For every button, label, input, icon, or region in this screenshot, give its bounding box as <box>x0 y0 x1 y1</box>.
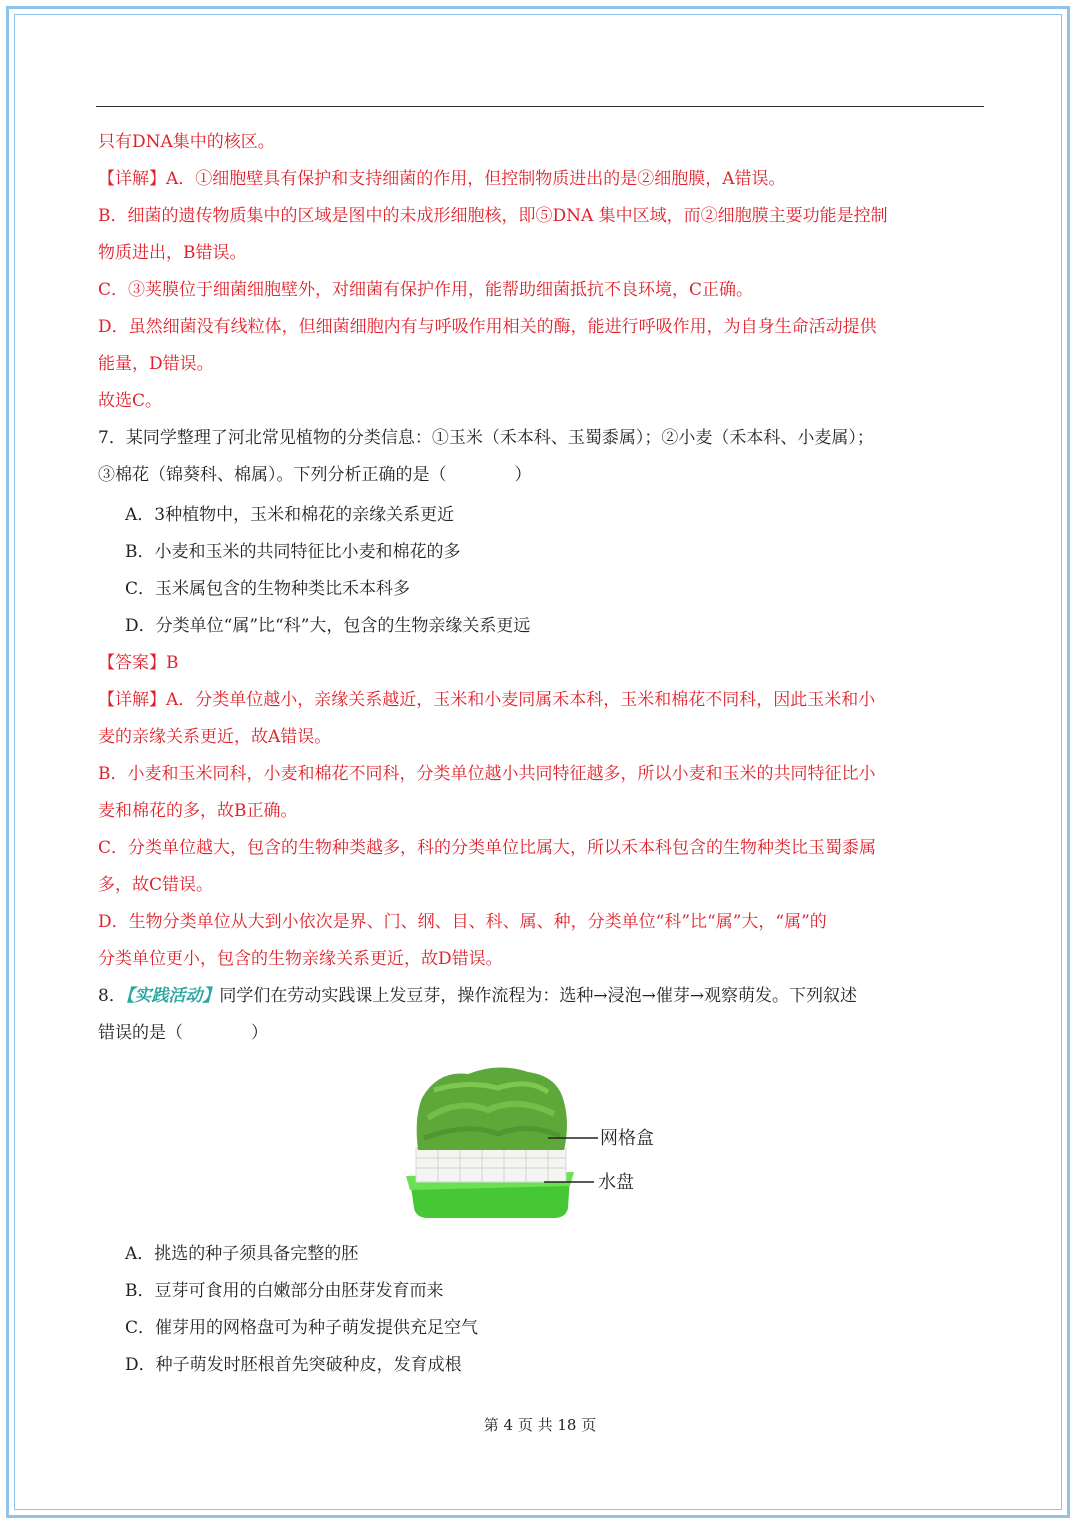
text-line: B．细菌的遗传物质集中的区域是图中的未成形细胞核，即⑤DNA 集中区域，而②细胞膜主要功能是控制 <box>98 206 888 226</box>
option-b: B．小麦和玉米的共同特征比小麦和棉花的多 <box>125 542 461 562</box>
question-7-stem-line-2: ③棉花（锦葵科、棉属）。下列分析正确的是（ ） <box>98 465 532 485</box>
question-8-stem-line-2: 错误的是（ ） <box>98 1023 268 1043</box>
text-line: 能量，D错误。 <box>98 354 214 374</box>
water-tray-label: 水盘 <box>598 1172 634 1193</box>
question-7 <box>98 420 978 978</box>
explanation-line: 多，故C错误。 <box>98 875 214 895</box>
sprout-tray-figure <box>98 1058 978 1228</box>
text-line: 故选C。 <box>98 391 163 411</box>
explanation-line: 【详解】A．分类单位越小，亲缘关系越近，玉米和小麦同属禾本科，玉米和棉花不同科，因此玉米和小 <box>98 690 876 710</box>
option-c: C．催芽用的网格盘可为种子萌发提供充足空气 <box>125 1318 479 1338</box>
header-rule <box>96 106 984 107</box>
grid-box-label: 网格盒 <box>600 1128 654 1149</box>
question-number: 8． <box>98 986 126 1006</box>
option-b: B．豆芽可食用的白嫩部分由胚芽发育而来 <box>125 1281 444 1301</box>
option-d: D．种子萌发时胚根首先突破种皮，发育成根 <box>125 1355 462 1375</box>
explanation-line: C．分类单位越大，包含的生物种类越多，科的分类单位比属大，所以禾本科包含的生物种类比玉蜀黍属 <box>98 838 877 858</box>
explanation-line: 麦和棉花的多，故B正确。 <box>98 801 298 821</box>
prev-explanation <box>98 124 978 420</box>
text-line: C．③荚膜位于细菌细胞壁外，对细菌有保护作用，能帮助细菌抵抗不良环境，C正确。 <box>98 280 754 300</box>
option-c: C．玉米属包含的生物种类比禾本科多 <box>125 579 411 599</box>
explanation-line: D．生物分类单位从大到小依次是界、门、纲、目、科、属、种，分类单位“科”比“属”大，“属”的 <box>98 912 827 932</box>
explanation-line: 分类单位更小，包含的生物亲缘关系更近，故D错误。 <box>98 949 503 969</box>
option-d: D．分类单位“属”比“科”大，包含的生物亲缘关系更远 <box>125 616 531 636</box>
question-8-stem-text: 同学们在劳动实践课上发豆芽，操作流程为：选种→浸泡→催芽→观察萌发。下列叙述 <box>219 986 858 1006</box>
text-line: 只有DNA集中的核区。 <box>98 132 275 152</box>
question-7-stem-line-1: 7．某同学整理了河北常见植物的分类信息：①玉米（禾本科、玉蜀黍属）；②小麦（禾本科、小麦属）； <box>98 428 874 448</box>
text-line: 【详解】A．①细胞壁具有保护和支持细菌的作用，但控制物质进出的是②细胞膜，A错误。 <box>98 169 786 189</box>
answer-label: 【答案】B <box>98 653 179 673</box>
text-line: D．虽然细菌没有线粒体，但细菌细胞内有与呼吸作用相关的酶，能进行呼吸作用，为自身生命活动提供 <box>98 317 877 337</box>
text-line: 物质进出，B错误。 <box>98 243 247 263</box>
explanation-line: 麦的亲缘关系更近，故A错误。 <box>98 727 332 747</box>
page-content <box>98 124 978 1384</box>
option-a: A．挑选的种子须具备完整的胚 <box>125 1244 359 1264</box>
option-a: A．3种植物中，玉米和棉花的亲缘关系更近 <box>125 505 455 525</box>
question-8 <box>98 978 978 1384</box>
explanation-line: B．小麦和玉米同科，小麦和棉花不同科，分类单位越小共同特征越多，所以小麦和玉米的共同特征比小 <box>98 764 876 784</box>
question-8-stem-line-1 <box>98 978 978 1015</box>
page-number-footer: 第 4 页 共 18 页 <box>483 1416 597 1434</box>
practice-activity-tag: 【实践活动】 <box>125 986 220 1006</box>
